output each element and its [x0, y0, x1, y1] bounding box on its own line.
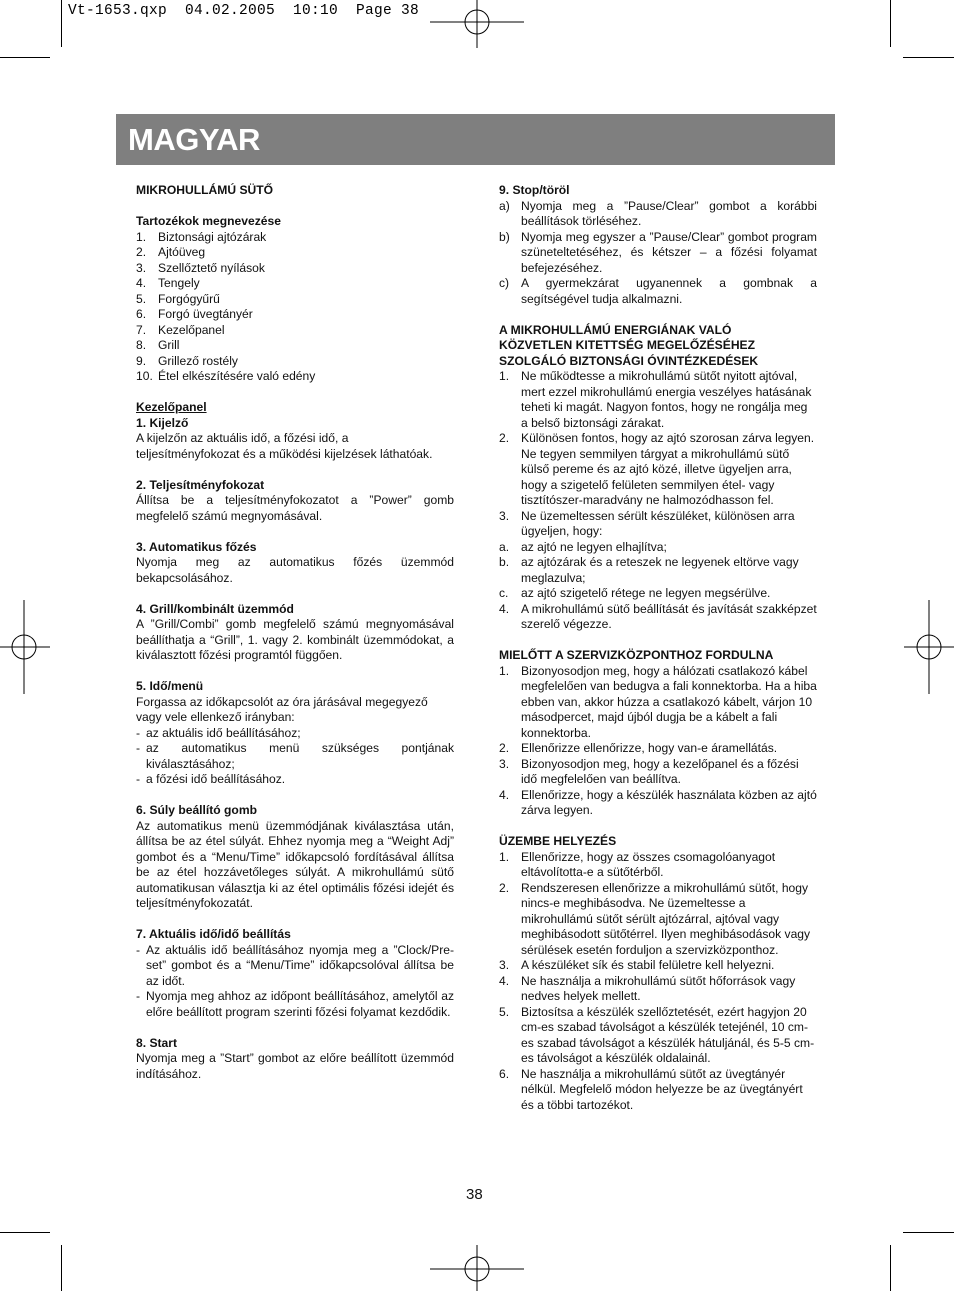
section-text: A ”Grill/Combi” gomb megfelelő számú megnyomásával beállíthatja a “Grill”, 1. vagy 2. kombinált üzemmódokat, a kiválasztott főzési programtól függően. [136, 617, 454, 662]
left-column [136, 183, 454, 1082]
list-item: 1. Ne működtesse a mikrohullámú sütőt nyitott ajtóval, mert ezzel mikrohullámú energia veszélyes hatásának teheti ki magát. Nagyon fontos, hogy ne rongálja meg a belső biztonsági zárakat. [499, 369, 812, 430]
section-text: Nyomja meg az automatikus főzés üzemmód bekapcsolásához. [136, 555, 454, 585]
list-item: 6. Forgó üvegtányér [136, 307, 253, 321]
crop-mark-bottom-right-h [903, 1232, 954, 1233]
section-title: 8. Start [136, 1035, 177, 1050]
page-number: 38 [466, 1186, 483, 1203]
list-item: 1. Ellenőrizze, hogy az összes csomagolóanyagot eltávolította-e a sütőtérből. [499, 849, 776, 879]
list-item: 4. Tengely [136, 276, 200, 290]
list-item: - a főzési idő beállításához. [136, 772, 286, 786]
crop-mark-top-left-v [61, 0, 62, 47]
section-text: Nyomja meg a ”Start” gombot az előre beállított üzemmód indításához. [136, 1051, 454, 1081]
registration-mark-top [430, 0, 524, 48]
list-item: 1. Biztonsági ajtózárak [136, 229, 267, 244]
list-item: 8. Grill [136, 338, 180, 352]
section-text: Az automatikus menü üzemmódjának kiválasztása után, állítsa be az étel súlyát. Ehhez nyomja meg a “Weight Adj” gombot és a “Menu/Time” időkapcsoló fordításával állítsa be az étel hozzávetőleges súlyát. A mikrohullámú sütő automatikusan választja ki az étel optimális főzési idejét és teljesítményfokozatát. [136, 818, 454, 910]
list-item: 3. Bizonyosodjon meg, hogy a kezelőpanel és a főzési idő megfelelően van beállítva. [499, 756, 799, 786]
safety-title-line: SZOLGÁLÓ BIZTONSÁGI ÓVINTÉZKEDÉSEK [499, 353, 759, 368]
registration-mark-bottom [430, 1245, 524, 1291]
section-text: Állítsa be a teljesítményfokozatot a ”Power” gomb megfelelő számú megnyomásával. [136, 493, 454, 523]
crop-mark-top-left-h [0, 57, 50, 58]
list-item: 2. Különösen fontos, hogy az ajtó szorosan zárva legyen. Ne tegyen semmilyen tárgyat a mikrohullámú sütő külső pereme és az ajtó közé, illetve ügyeljen arra, hogy a szigetelő felületen semmilyen étel- vagy tisztítószer-maradvány ne halmozódhasson fel. [499, 431, 815, 507]
registration-mark-right [904, 600, 954, 694]
print-slug: Vt-1653.qxp 04.02.2005 10:10 Page 38 [68, 3, 420, 19]
parts-list [136, 230, 454, 385]
crop-mark-bottom-right-v [890, 1245, 891, 1291]
section-title: 7. Aktuális idő/idő beállítás [136, 927, 291, 941]
section-text: A kijelzőn az aktuális idő, a főzési idő, a teljesítményfokozat és a működési kijelzések láthatóak. [136, 431, 433, 461]
section-title: ÜZEMBE HELYEZÉS [499, 834, 617, 848]
list-item: 6. Ne használja a mikrohullámú sütőt az üvegtányér nélkül. Megfelelő módon helyezze be az üvegtányért és a többi tartozékot. [499, 1066, 803, 1112]
parts-title: Tartozékok megnevezése [136, 214, 281, 228]
safety-title-line: KÖZVETLEN KITETTSÉG MEGELŐZÉSÉHEZ [499, 338, 756, 352]
list-item: 4. Ne használja a mikrohullámú sütőt hőforrások vagy nedves helyek mellett. [499, 973, 796, 1003]
panel-title: Kezelőpanel [136, 400, 207, 414]
section-title: MIELŐTT A SZERVIZKÖZPONTHOZ FORDULNA [499, 648, 774, 662]
section-title: 6. Súly beállító gomb [136, 803, 257, 817]
safety-title-line: A MIKROHULLÁMÚ ENERGIÁNAK VALÓ [499, 322, 732, 337]
section-title: 5. Idő/menü [136, 679, 204, 693]
list-item: 3. Ne üzemeltessen sérült készüléket, különösen arra ügyeljen, hogy: [499, 508, 795, 538]
list-item: b. az ajtózárak és a reteszek ne legyenek eltörve vagy meglazulva; [499, 555, 799, 585]
list-item: 4. Ellenőrizze, hogy a készülék használata közben az ajtó zárva legyen. [499, 787, 817, 817]
section-title: 1. Kijelző [136, 415, 189, 430]
list-item: 5. Biztosítsa a készülék szellőztetését, ezért hagyjon 20 cm-es szabad távolságot a készülék tetejénél, 10 cm-es szabad távolságot a készülék hátuljánál, és 5-5 cm-es távolságot a készülék oldalainál. [499, 1004, 815, 1065]
list-item: - Az aktuális idő beállításához nyomja meg a ”Clock/Pre-set” gombot és a “Menu/Time” időkapcsolóval állítsa be az időt. [136, 942, 454, 988]
list-item: 5. Forgógyűrű [136, 291, 220, 306]
list-item: 2. Ellenőrizze ellenőrizze, hogy van-e áramellátás. [499, 741, 778, 755]
section-title: 9. Stop/töröl [499, 183, 570, 197]
registration-mark-left [0, 600, 50, 694]
list-item: 3. A készüléket sík és stabil felületre kell helyezni. [499, 958, 775, 972]
crop-mark-bottom-left-h [0, 1232, 50, 1233]
section-title: 4. Grill/kombinált üzemmód [136, 601, 294, 616]
banner-title: MAGYAR [128, 122, 260, 157]
crop-mark-bottom-left-v [61, 1245, 62, 1291]
list-item: 1. Bizonyosodjon meg, hogy a hálózati csatlakozó kábel megfelelően van bedugva a fali konnektorba. Ha a hiba ebben van, akkor húzza a csatlakozó kábelt, várjon 10 másodpercet, majd újból dugja be a kábelt a fali konnektorba. [499, 663, 817, 740]
crop-mark-top-right-v [890, 0, 891, 47]
list-item: 2. Ajtóüveg [136, 245, 206, 259]
list-item: c) A gyermekzárat ugyanennek a gombnak a segítségével tudja alkalmazni. [499, 276, 817, 306]
main-title: MIKROHULLÁMÚ SÜTŐ [136, 183, 274, 197]
list-item: 10. Étel elkészítésére való edény [136, 369, 316, 383]
list-item: 4. A mikrohullámú sütő beállítását és javítását szakképzet szerelő végezze. [499, 601, 817, 631]
list-item: a) Nyomja meg a ”Pause/Clear” gombot a korábbi beállítások törléséhez. [499, 198, 817, 228]
list-item: - az automatikus menü szükséges pontjának kiválasztásához; [136, 741, 454, 771]
section-title: 2. Teljesítményfokozat [136, 477, 265, 492]
language-banner [116, 114, 835, 165]
list-item: 3. Szellőztető nyílások [136, 260, 265, 275]
section-text: Forgassa az időkapcsolót az óra járásával megegyező vagy vele ellenkező irányban: [136, 694, 428, 724]
list-item: - Nyomja meg ahhoz az időpont beállításához, amelytől az előre beállított program szerinti főzési folyamat kezdődik. [136, 989, 454, 1019]
list-item: c. az ajtó szigetelő rétege ne legyen megsérülve. [499, 586, 771, 600]
list-item: 9. Grillező rostély [136, 353, 238, 368]
section-title: 3. Automatikus főzés [136, 539, 257, 554]
list-item: b) Nyomja meg egyszer a ”Pause/Clear” gombot program szüneteltetéséhez, és kétszer – a főzési folyamat befejezéséhez. [499, 229, 817, 275]
list-item: 7. Kezelőpanel [136, 322, 225, 337]
list-item: - az aktuális idő beállításához; [136, 725, 301, 740]
list-item: a. az ajtó ne legyen elhajlítva; [499, 539, 667, 554]
list-item: 2. Rendszeresen ellenőrizze a mikrohullámú sütőt, hogy nincs-e meghibásodva. Ne üzemeltesse a mikrohullámú sütőt sérült ajtózárral, ajtóval vagy meghibásodott sütőtérrel. Ilyen meghibásodások vagy sérülések esetén forduljon a szervizközponthoz. [499, 880, 811, 957]
right-column [499, 183, 817, 1113]
crop-mark-top-right-h [903, 57, 954, 58]
